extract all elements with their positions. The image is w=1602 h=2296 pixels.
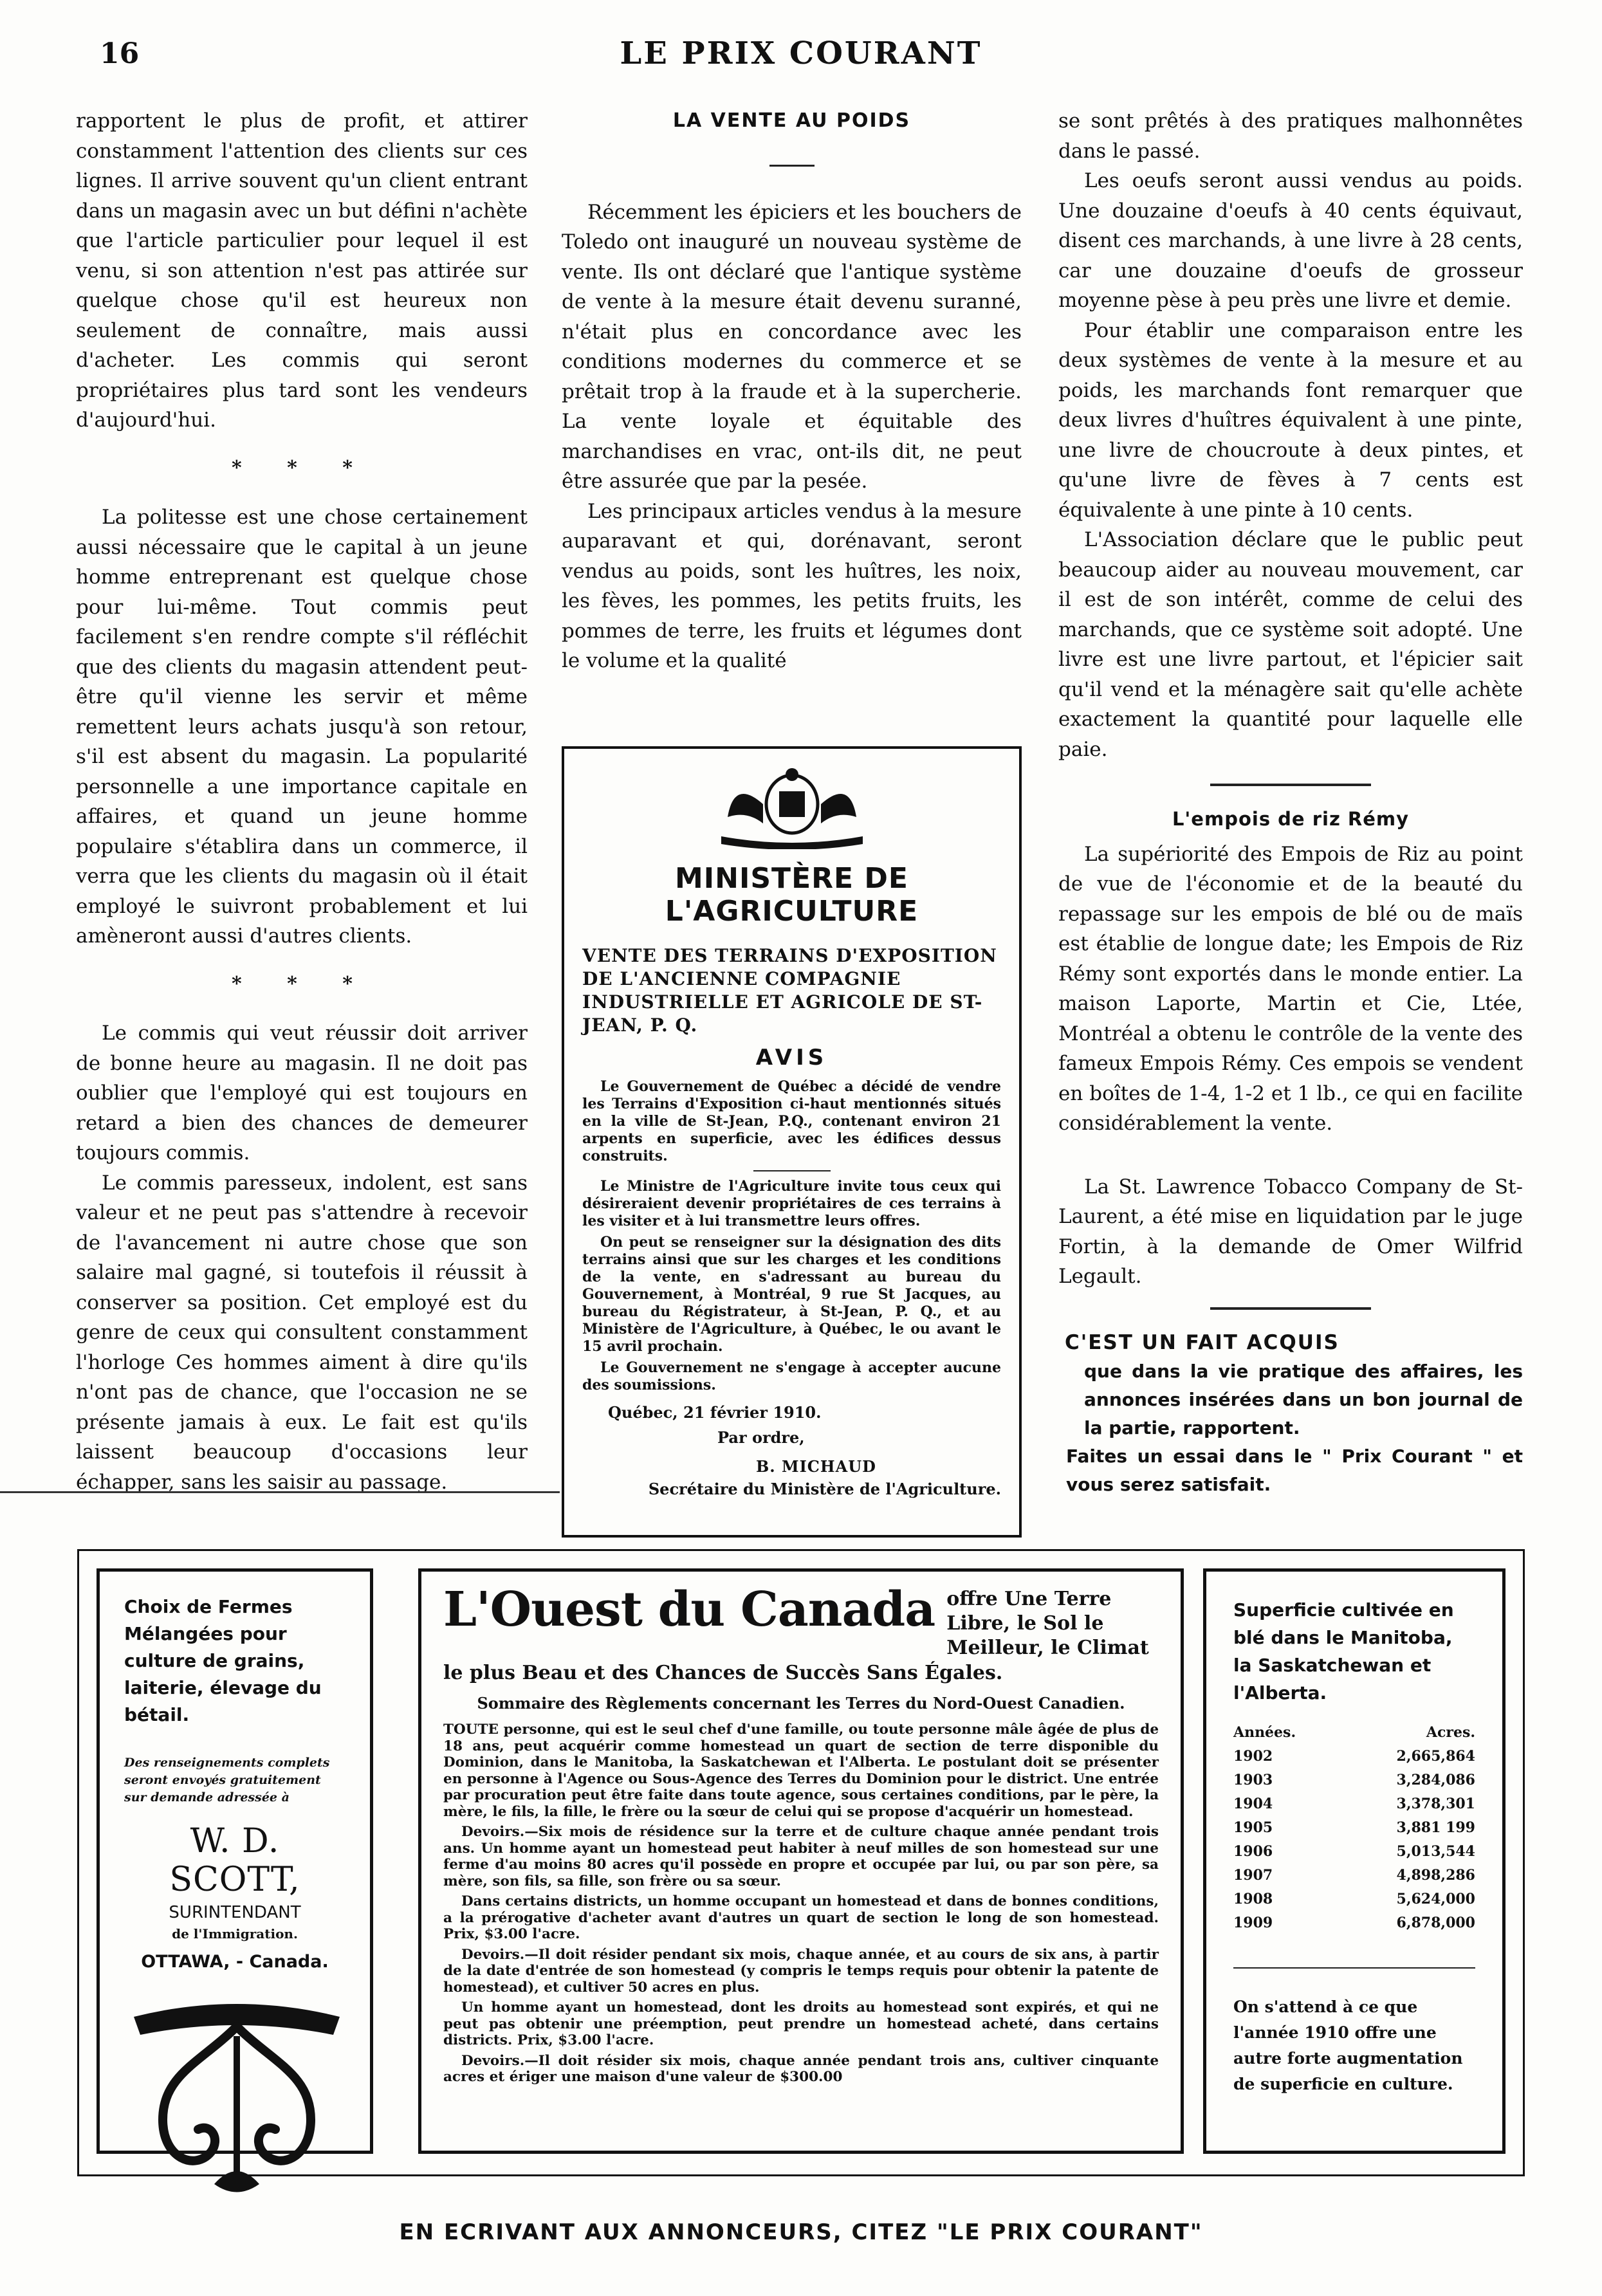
ad-paragraph: Le Ministre de l'Agriculture invite tous ceux qui désireraient devenir propriétaires de ces terrains à les visiter et à lui transmettre leurs offres.	[582, 1178, 1001, 1229]
ouest-paragraph: Dans certains districts, un homme occupant un homestead et dans de bonnes conditions, a la prérogative d'acheter avant d'autres un quart de section le long de son homestead. Prix, $3.00 l'acre.	[443, 1893, 1159, 1942]
col3-paragraph: se sont prêtés à des pratiques malhonnêtes dans le passé.	[1058, 109, 1523, 163]
divider	[1210, 784, 1371, 786]
par-ordre: Par ordre,	[717, 1428, 805, 1447]
ministere-agriculture-ad	[562, 746, 1022, 1538]
ad-subtitle: VENTE DES TERRAINS D'EXPOSITION DE L'ANCIENNE COMPAGNIE INDUSTRIELLE ET AGRICOLE DE ST-JEAN, P. Q.	[582, 945, 997, 1036]
ouest-sommaire: Sommaire des Règlements concernant les Terres du Nord-Ouest Canadien.	[477, 1694, 1125, 1713]
table-row	[1233, 1864, 1475, 1887]
ouest-tagline: offre Une Terre Libre, le Sol le Meilleur, le Climat	[946, 1588, 1149, 1659]
ouest-du-canada-ad	[418, 1568, 1184, 2154]
scott-role: SURINTENDANT	[169, 1903, 301, 1922]
ouest-paragraph: TOUTE personne, qui est le seul chef d'une famille, ou toute personne mâle âgée de plus de 18 ans, peut acquérir comme homestead un quart de section de terre disponible du Dominion, dans le Manitoba, la Saskatchewan et l'Alberta. Le postulant doit se présenter en personne à l'Agence ou Sous-Agence des Terres du Dominion pour le district. Une entrée par procuration peut être faite dans toute agence, sous certaines conditions, par le père, la mère, le fils, la fille, le frère ou la sœur de celui qui se propose d'acquérir un homestead.	[443, 1722, 1159, 1820]
row-year: 1903	[1233, 1772, 1273, 1788]
signature-title: Secrétaire du Ministère de l'Agriculture.	[648, 1480, 1001, 1498]
scott-dept: de l'Immigration.	[172, 1926, 298, 1942]
remy-heading: L'empois de riz Rémy	[1172, 808, 1410, 830]
footer-notice: EN ECRIVANT AUX ANNONCEURS, CITEZ "LE PRIX COURANT"	[399, 2219, 1203, 2245]
scott-heading: Choix de Fermes Mélangées pour culture de grains, laiterie, élevage du bétail.	[124, 1596, 322, 1725]
row-acres: 3,881 199	[1396, 1819, 1475, 1836]
row-year: 1904	[1233, 1795, 1273, 1812]
article-heading: LA VENTE AU POIDS	[672, 109, 911, 132]
column-2	[562, 106, 1022, 676]
divider	[1233, 1967, 1475, 1969]
fait-heading: C'EST UN FAIT ACQUIS	[1065, 1330, 1340, 1354]
row-year: 1905	[1233, 1819, 1273, 1836]
divider	[1210, 1307, 1371, 1310]
ouest-body	[443, 1722, 1159, 2086]
row-acres: 6,878,000	[1396, 1915, 1475, 1931]
ad-body	[582, 1078, 1001, 1394]
table-row	[1233, 1887, 1475, 1911]
scott-city: OTTAWA, - Canada.	[141, 1952, 329, 1972]
row-acres: 5,013,544	[1396, 1843, 1475, 1860]
row-acres: 5,624,000	[1396, 1891, 1475, 1907]
row-acres: 3,378,301	[1396, 1795, 1475, 1812]
ouest-paragraph: Devoirs.—Il doit résider six mois, chaque année pendant trois ans, cultiver cinquante acres et ériger une maison d'une valeur de $300.00	[443, 2052, 1159, 2085]
table-row	[1233, 1840, 1475, 1864]
rule	[0, 1491, 560, 1493]
row-acres: 4,898,286	[1396, 1867, 1475, 1884]
ouest-title: L'Ouest du Canada	[443, 1582, 935, 1637]
page-number: 16	[100, 37, 140, 70]
fait-cta: Faites un essai dans le " Prix Courant " et vous serez satisfait.	[1066, 1446, 1523, 1495]
col-years: Années.	[1233, 1724, 1296, 1741]
ornament-icon	[124, 1998, 349, 2203]
table-header	[1233, 1721, 1475, 1745]
ouest-paragraph: Devoirs.—Il doit résider pendant six mois, chaque année, et au cours de six ans, à partir de la date d'entrée de son homestead (y compris le temps requis pour obtenir la patente de homestead), et cultiver 50 acres en plus.	[443, 1946, 1159, 1996]
column-1	[76, 106, 528, 1497]
acreage-table	[1233, 1745, 1475, 1935]
scott-note: Des renseignements complets seront envoyés gratuitement sur demande adressée à	[124, 1756, 330, 1805]
col-acres: Acres.	[1426, 1724, 1475, 1741]
col3-paragraph: Pour établir une comparaison entre les deux systèmes de vente à la mesure et au poids, les marchands font remarquer que deux livres d'huîtres équivalent à une pinte, une livre de choucroute à deux pintes, et qu'une livre de fèves à 7 cents est équivalente à une pinte à 10 cents.	[1058, 318, 1523, 522]
table-row	[1233, 1745, 1475, 1768]
col1-paragraph: La politesse est une chose certainement aussi nécessaire que le capital à un jeune homme entreprenant est quelque chose pour lui-même. Tout commis peut facilement s'en rendre compte s'il réfléchit que des clients du magasin attendent peut-être qu'il vienne les servir et même remettent leurs achats jusqu'à son retour, s'il est absent du magasin. La popularité personnelle a une importance capitale en affaires, et quand un jeune homme populaire s'établira dans un commerce, il verra que les clients du magasin où il était employé le suivront probablement et lui amèneront aussi d'autres clients.	[76, 506, 528, 948]
row-year: 1906	[1233, 1843, 1273, 1860]
col3-paragraph: La supériorité des Empois de Riz au point de vue de l'économie et de la beauté du repassage sur les empois de blé ou de maïs est établie de longue date; les Empois de Riz Rémy sont exportés dans le monde entier. La maison Laporte, Martin et Cie, Ltée, Montréal a obtenu le contrôle de la vente des fameux Empois Rémy. Ces empois se vendent en boîtes de 1-4, 1-2 et 1 lb., ce qui en facilite considérablement la vente.	[1058, 842, 1523, 1135]
ouest-tagline-2: le plus Beau et des Chances de Succès Sans Égales.	[443, 1662, 1003, 1684]
section-separator: * * *	[232, 456, 372, 479]
scott-name: W. D. SCOTT,	[169, 1822, 300, 1899]
signature: B. MICHAUD	[756, 1457, 876, 1476]
ouest-paragraph: Devoirs.—Six mois de résidence sur la terre et de culture chaque année pendant trois ans. Un homme ayant un homestead peut habiter à neuf milles de son homestead sur une ferme d'au moins 80 acres qu'il possède en propre et occupée par lui, ou par son père, sa mère, son fils, sa fille, son frère ou sa sœur.	[443, 1824, 1159, 1889]
row-year: 1902	[1233, 1748, 1273, 1765]
avis-heading: AVIS	[755, 1045, 828, 1070]
col2-paragraph: Les principaux articles vendus à la mesure auparavant et qui, dorénavant, seront vendus au poids, sont les huîtres, les noix, les fèves, les pommes, les petits fruits, les pommes de terre, les fruits et légumes dont le volume et la qualité	[562, 499, 1022, 672]
row-year: 1907	[1233, 1867, 1273, 1884]
table-row	[1233, 1792, 1475, 1816]
col1-paragraph: Le commis qui veut réussir doit arriver de bonne heure au magasin. Il ne doit pas oublier que l'employé qui est toujours en retard a bien des chances de demeurer toujours commis.	[76, 1022, 528, 1164]
ad-paragraph: On peut se renseigner sur la désignation des dits terrains ainsi que sur les charges et les conditions de la vente, en s'adressant au bureau du Gouvernement, à Montréal, 9 rue St Jacques, au bureau du Régistrateur, à St-Jean, P. Q., et au Ministère de l'Agriculture, à Québec, le ou avant le 15 avril prochain.	[582, 1234, 1001, 1355]
superficie-ad	[1203, 1568, 1505, 2154]
journal-title: LE PRIX COURANT	[620, 35, 982, 71]
ad-title: MINISTÈRE DE L'AGRICULTURE	[665, 862, 919, 928]
col1-paragraph: rapportent le plus de profit, et attirer constamment l'attention des clients sur ces lignes. Il arrive souvent qu'un client entrant dans un magasin avec un but défini n'achète que l'article particulier pour lequel il est venu, si son attention n'est pas attirée sur quelque chose qu'il est heureux non seulement de connaître, mais aussi d'acheter. Les commis qui seront propriétaires plus tard sont les vendeurs d'aujourd'hui.	[76, 109, 528, 432]
fait-text: que dans la vie pratique des affaires, les annonces insérées dans un bon journal de la partie, rapportent.	[1084, 1361, 1523, 1438]
ouest-paragraph: Un homme ayant un homestead, dont les droits au homestead sont expirés, et qui ne peut pas obtenir une préemption, peut prendre un homestead acheté, dans certains districts. Prix, $3.00 l'acre.	[443, 1999, 1159, 2048]
heading-divider	[769, 165, 815, 167]
col3-paragraph: L'Association déclare que le public peut beaucoup aider au nouveau mouvement, car il est de son intérêt, comme de celui des marchands, que ce système soit adopté. Une livre est une livre partout, et l'épicier sait qu'il vend et la ménagère sait qu'elle achète exactement la quantité pour laquelle elle paie.	[1058, 528, 1523, 761]
superficie-heading: Superficie cultivée en blé dans le Manitoba, la Saskatchewan et l'Alberta.	[1233, 1599, 1454, 1704]
table-row	[1233, 1816, 1475, 1840]
column-3	[1058, 106, 1523, 1499]
ad-date: Québec, 21 février 1910.	[608, 1403, 822, 1422]
table-row	[1233, 1768, 1475, 1792]
superficie-note: On s'attend à ce que l'année 1910 offre une autre forte augmentation de superficie en culture.	[1233, 1998, 1463, 2093]
col2-paragraph: Récemment les épiciers et les bouchers de Toledo ont inauguré un nouveau système de vente. Ils ont déclaré que l'antique système de vente à la mesure était devenu suranné, n'était plus en concordance avec les conditions modernes du commerce et se prêtait trop à la fraude et à la supercherie. La vente loyale et équitable des marchandises en vrac, ont-ils dit, ne peut être assurée que par la pesée.	[562, 200, 1022, 493]
scott-ad	[97, 1568, 373, 2154]
table-row	[1233, 1911, 1475, 1935]
ad-paragraph: Le Gouvernement de Québec a décidé de vendre les Terrains d'Exposition ci-haut mentionnés situés en la ville de St-Jean, P.Q., contenant environ 21 arpents en superficie, avec les édifices dessus construits.	[582, 1078, 1001, 1164]
row-year: 1909	[1233, 1915, 1273, 1931]
coat-of-arms-icon	[708, 766, 876, 849]
col1-paragraph: Le commis paresseux, indolent, est sans valeur et ne peut pas s'attendre à recevoir de l'avancement ni autre chose que son salaire mal gagné, si toutefois il réussit à conserver sa position. Cet employé est du genre de ceux qui consultent constamment l'horloge Ces hommes aiment à dire qu'ils n'ont pas de chance, que l'occasion ne se présente jamais à eux. Le fait est qu'ils laissent beaucoup d'occasions leur échapper, sans les saisir au passage.	[76, 1171, 528, 1494]
row-acres: 2,665,864	[1396, 1748, 1475, 1765]
col3-paragraph: Les oeufs seront aussi vendus au poids. Une douzaine d'oeufs à 40 cents équivaut, disent ces marchands, à une livre à 28 cents, car une douzaine d'oeufs de grosseur moyenne pèse à peu près une livre et demie.	[1058, 169, 1523, 312]
section-separator: * * *	[232, 972, 372, 995]
ad-paragraph: Le Gouvernement ne s'engage à accepter aucune des soumissions.	[582, 1359, 1001, 1393]
col3-paragraph: La St. Lawrence Tobacco Company de St-Laurent, a été mise en liquidation par le juge Fortin, à la demande de Omer Wilfrid Legault.	[1058, 1175, 1523, 1288]
row-acres: 3,284,086	[1396, 1772, 1475, 1788]
row-year: 1908	[1233, 1891, 1273, 1907]
divider	[753, 1170, 831, 1171]
